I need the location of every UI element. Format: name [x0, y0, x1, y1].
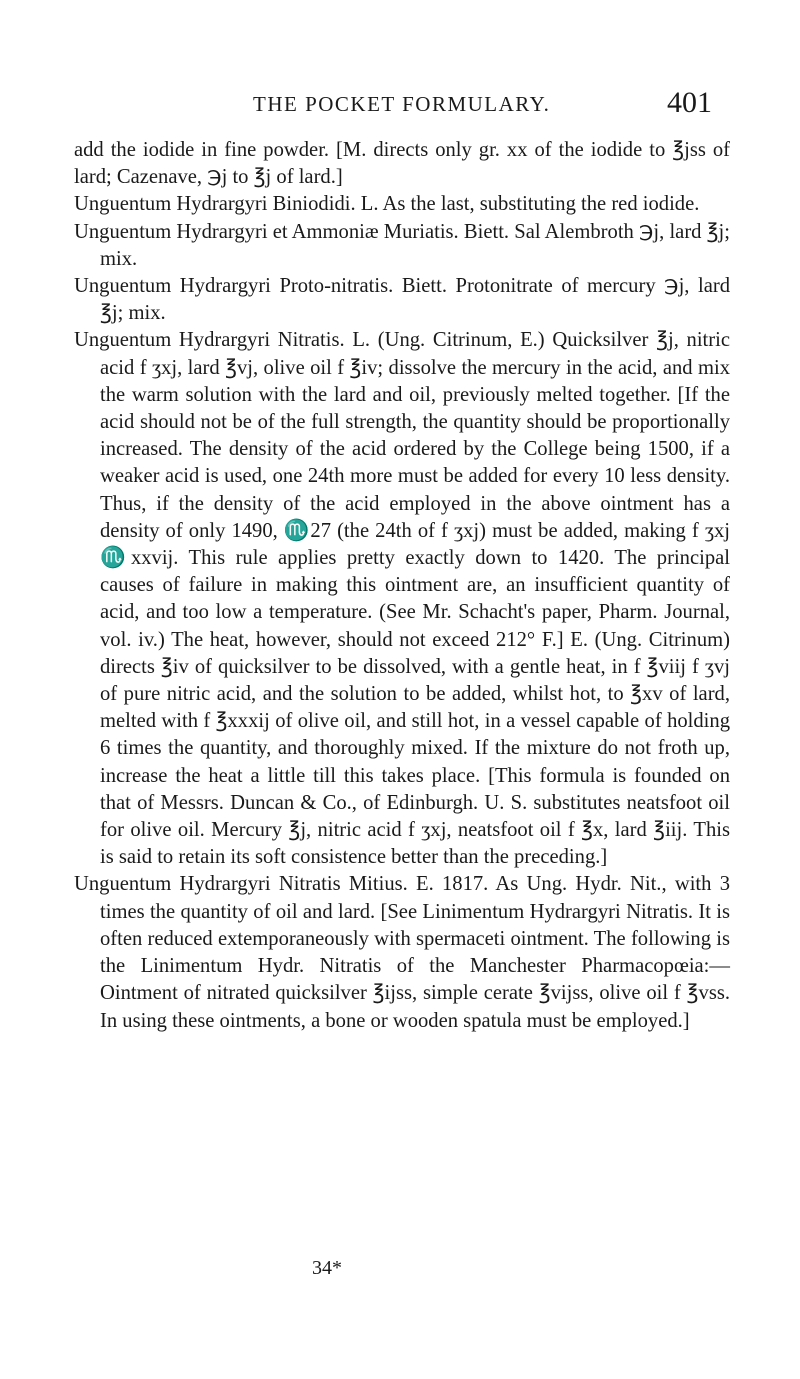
- paragraph-continuation: add the iodide in fine powder. [M. directs only gr. xx of the iodide to ℥jss of lard; Cazenave, ℈j to ℥j of lard.]: [74, 139, 730, 189]
- signature-mark: 34*: [312, 1257, 342, 1279]
- entry-text: Unguentum Hydrargyri Nitratis. L. (Ung. Citrinum, E.) Quicksilver ℥j, nitric acid f ʒxj, lard ℥vj, olive oil f ℥iv; dissolve the mercury in the acid, and mix the warm solution with the lard and oil, previously melted together. [If the acid should not be of the full strength, the quantity should be proportionally increased. The density of the acid ordered by the College being 1500, if a weaker acid is used, one 24th more must be added for every 10 less density. Thus, if the density of the acid employed in the above ointment has a density of only 1490, ♏27 (the 24th of f ʒxj) must be added, making f ʒxj ♏xxvij. This rule applies pretty exactly down to 1420. The principal causes of failure in making this ointment are, an insufficient quantity of acid, and too low a temperature. (See Mr. Schacht's paper, Pharm. Journal, vol. iv.) The heat, however, should not exceed 212° F.] E. (Ung. Citrinum) directs ℥iv of quicksilver to be dissolved, with a gentle heat, in f ℥viij f ʒvj of pure nitric acid, and the solution to be added, whilst hot, to ℥xv of lard, melted with f ℥xxxij of olive oil, and still hot, in a vessel capable of holding 6 times the quantity, and thoroughly mixed. If the mixture do not froth up, increase the heat a little till this takes place. [This formula is founded on that of Messrs. Duncan & Co., of Edinburgh. U. S. substitutes neatsfoot oil for olive oil. Mercury ℥j, nitric acid f ʒxj, neatsfoot oil f ℥x, lard ℥iij. This is said to retain its soft consistence better than the preceding.]: [74, 329, 730, 869]
- entry-text: Unguentum Hydrargyri Nitratis Mitius. E. 1817. As Ung. Hydr. Nit., with 3 times the quantity of oil and lard. [See Linimentum Hydrargyri Nitratis. It is often reduced extemporaneously with spermaceti ointment. The following is the Linimentum Hydr. Nitratis of the Manchester Pharmacopœia:—Ointment of nitrated quicksilver ℥ijss, simple cerate ℥vijss, olive oil f ℥vss. In using these ointments, a bone or wooden spatula must be employed.]: [74, 873, 730, 1032]
- running-head: THE POCKET FORMULARY.: [253, 92, 551, 116]
- entry-ung-hydrargyri-nitratis-mitius: [74, 871, 730, 1034]
- entry-ung-hydrargyri-nitratis: [74, 327, 730, 871]
- page-number: 401: [667, 86, 712, 119]
- entry-ung-hydrargyri-biniodidi: [74, 191, 730, 218]
- page-body: [74, 137, 730, 1035]
- page-header: [0, 86, 800, 126]
- entry-text: Unguentum Hydrargyri et Ammoniæ Muriatis. Biett. Sal Alembroth ℈j, lard ℥j; mix.: [74, 220, 730, 270]
- entry-text: Unguentum Hydrargyri Proto-nitratis. Biett. Protonitrate of mercury ℈j, lard ℥j; mix.: [74, 275, 730, 325]
- entry-ung-hydrargyri-proto-nitratis: [74, 273, 730, 327]
- entry-ung-hydrargyri-ammoniae-muriatis: [74, 219, 730, 273]
- entry-text: Unguentum Hydrargyri Biniodidi. L. As the last, substituting the red iodide.: [74, 193, 700, 216]
